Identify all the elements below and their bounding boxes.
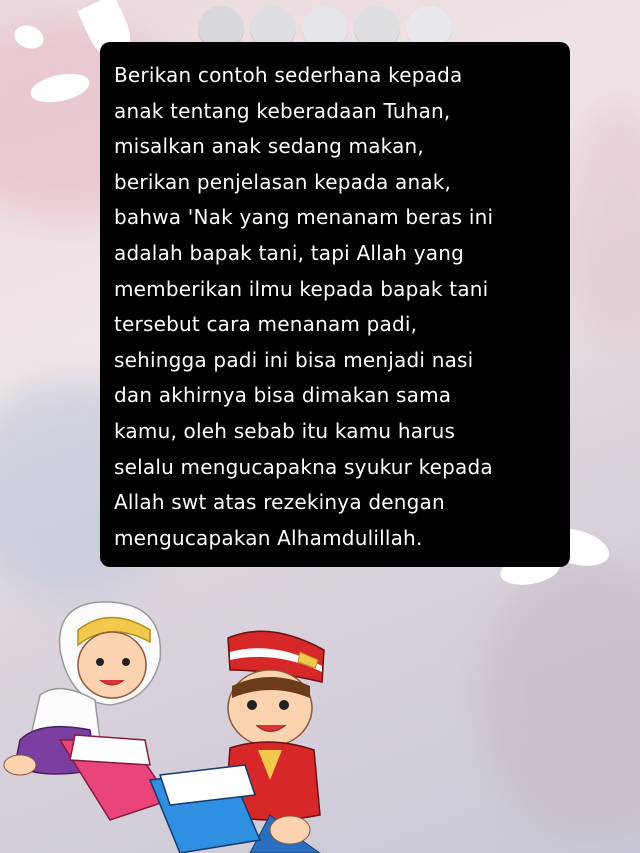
card-paragraph: Berikan contoh sederhana kepada anak tentang keberadaan Tuhan, misalkan anak sedang makan, berikan penjelasan kepada anak, bahwa 'Nak yang menanam beras ini adalah bapak tani, tapi Allah yang memberikan ilmu kepada bapak tani tersebut cara menanam padi, sehingga padi ini bisa menjadi nasi dan akhirnya bisa dimakan sama kamu, oleh sebab itu kamu harus selalu mengucapakna syukur kepada Allah swt atas rezekinya dengan mengucapakan Alhamdulillah. <box>114 63 494 550</box>
background-splash-right <box>480 560 640 840</box>
children-reading-illustration <box>0 590 340 853</box>
girl-reading-quran-icon <box>4 602 170 820</box>
text-card <box>100 42 570 567</box>
background-splash-right-top <box>560 100 640 340</box>
boy-reading-quran-icon <box>150 631 324 853</box>
